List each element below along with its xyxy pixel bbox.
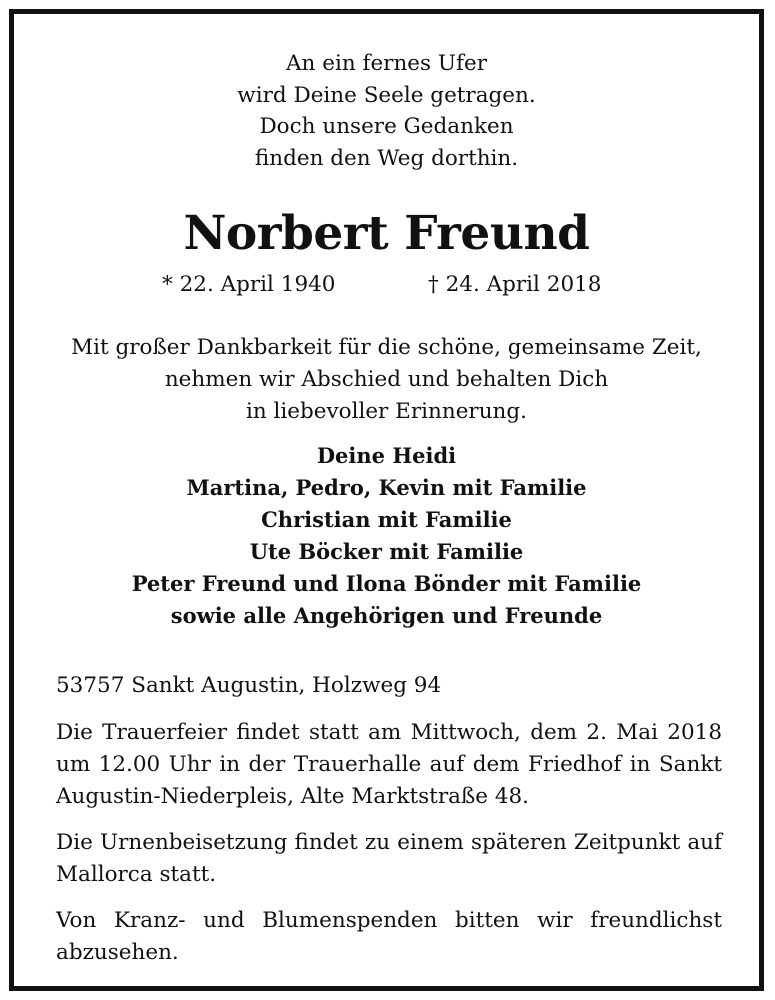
mourner: Peter Freund und Ilona Bönder mit Familie: [131, 571, 642, 596]
mourner: sowie alle Angehörigen und Freunde: [170, 603, 603, 628]
mourner: Deine Heidi: [316, 443, 457, 468]
thanks-line: in liebevoller Erinnerung.: [245, 399, 528, 424]
poem-line: Doch unsere Gedanken: [259, 114, 514, 139]
mourner: Ute Böcker mit Familie: [249, 539, 524, 564]
poem-line: wird Deine Seele getragen.: [237, 82, 536, 108]
birth-date: * 22. April 1940: [162, 272, 336, 297]
mourners-list: [14, 440, 759, 632]
thanks-line: nehmen wir Abschied und behalten Dich: [164, 367, 609, 392]
poem: [14, 48, 759, 174]
family-address: 53757 Sankt Augustin, Holzweg 94: [56, 673, 442, 698]
obituary-frame: [9, 9, 764, 991]
poem-line: An ein fernes Ufer: [286, 51, 487, 76]
deceased-name: Norbert Freund: [183, 206, 590, 261]
flowers-note: Von Kranz- und Blumenspenden bitten wir freundlichst abzusehen.: [56, 908, 722, 965]
funeral-service-info: Die Trauerfeier findet statt am Mittwoch, dem 2. Mai 2018 um 12.00 Uhr in der Trauerhalle auf dem Friedhof in Sankt Augustin-Niederpleis, Alte Marktstraße 48.: [56, 720, 722, 809]
mourner: Christian mit Familie: [261, 507, 512, 532]
poem-line: finden den Weg dorthin.: [254, 145, 519, 171]
urn-burial-info: Die Urnenbeisetzung findet zu einem späteren Zeitpunkt auf Mallorca statt.: [56, 830, 722, 887]
thanks-line: Mit großer Dankbarkeit für die schöne, gemeinsame Zeit,: [71, 335, 702, 360]
thanks-text: [14, 332, 759, 428]
mourner: Martina, Pedro, Kevin mit Familie: [186, 475, 587, 500]
death-date: † 24. April 2018: [428, 272, 602, 297]
